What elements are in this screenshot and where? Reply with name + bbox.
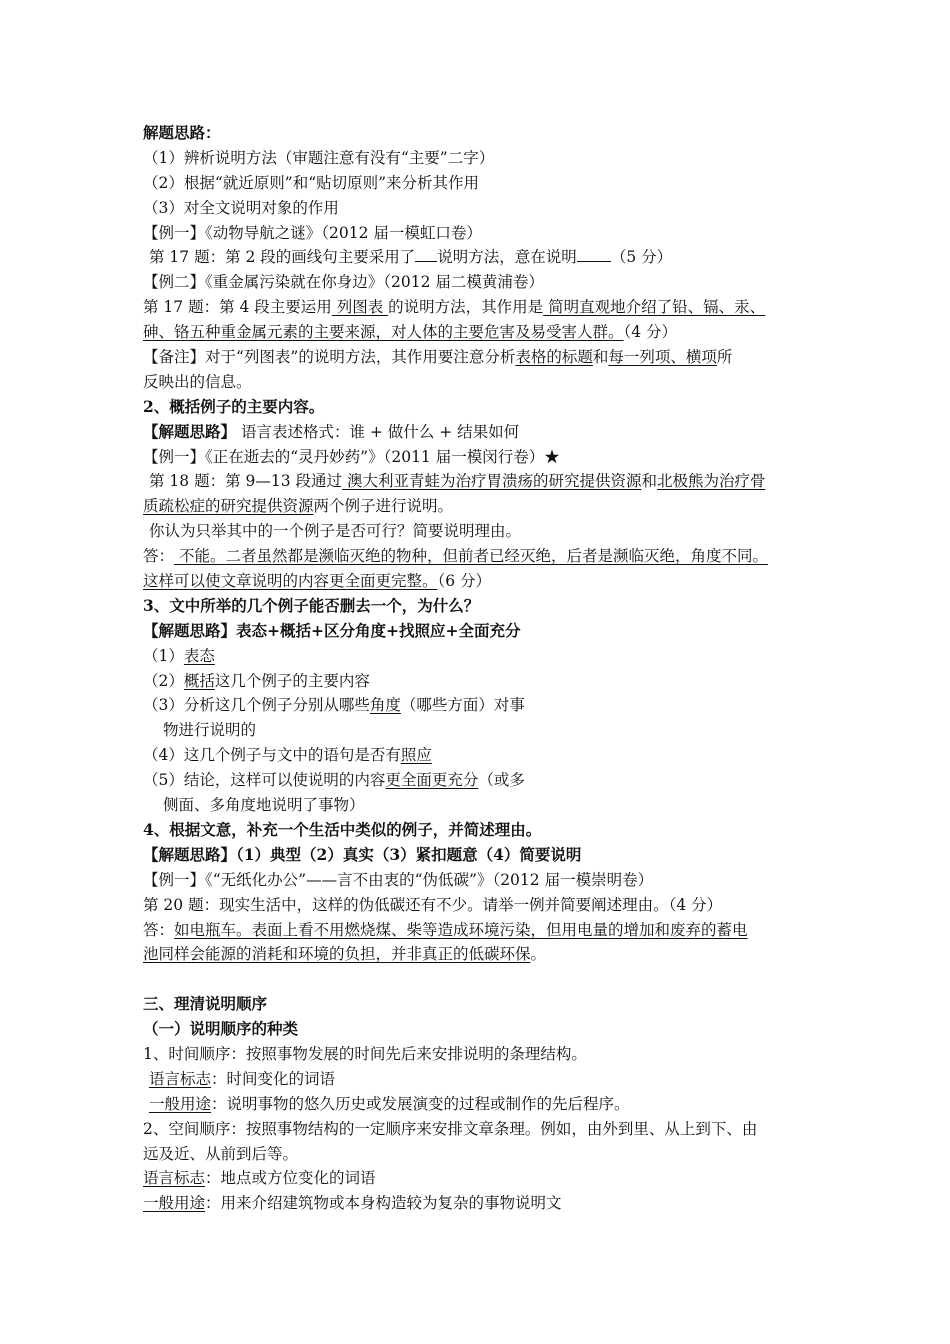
answer-line: 这样可以使文章说明的内容更全面更完整。（6 分）	[143, 572, 492, 591]
section-heading: 4、根据文意，补充一个生活中类似的例子，并简述理由。	[143, 819, 542, 839]
example-title: 【例一】《正在逝去的“灵丹妙药”》（2011 届一模闵行卷）★	[143, 447, 560, 466]
step-line: （2）概括这几个例子的主要内容	[143, 671, 370, 690]
note-line: 反映出的信息。	[143, 372, 252, 391]
document-page	[143, 121, 813, 1216]
step-line: 侧面、多角度地说明了事物）	[163, 796, 365, 815]
example-title: 【例一】《动物导航之谜》（2012 届一模虹口卷）	[143, 223, 482, 242]
step-line: （1）辨析说明方法（审题注意有没有“主要”二字）	[143, 148, 495, 167]
body-line: 一般用途：用来介绍建筑物或本身构造较为复杂的事物说明文	[143, 1194, 562, 1213]
question-line: 质疏松症的研究提供资源两个例子进行说明。	[143, 497, 454, 516]
body-line: 1、时间顺序：按照事物发展的时间先后来安排说明的条理结构。	[143, 1044, 587, 1063]
body-line: 2、空间顺序：按照事物结构的一定顺序来安排文章条理。例如，由外到里、从上到下、由	[143, 1119, 758, 1138]
step-line: （3）对全文说明对象的作用	[143, 198, 339, 217]
section-heading: 解题思路：	[143, 123, 221, 142]
question-line: 砷、铬五种重金属元素的主要来源，对人体的主要危害及易受害人群。（4 分）	[143, 323, 678, 342]
body-line: 语言标志：时间变化的词语	[149, 1069, 336, 1088]
body-line: 语言标志：地点或方位变化的词语	[143, 1169, 376, 1188]
body-line: 一般用途：说明事物的悠久历史或发展演变的过程或制作的先后程序。	[149, 1094, 630, 1113]
step-line: （1）表态	[143, 646, 215, 665]
section-heading: 三、理清说明顺序	[143, 994, 268, 1014]
body-line: 远及近、从前到后等。	[143, 1144, 299, 1163]
note-line: 【备注】对于“列图表”的说明方法，其作用要注意分析表格的标题和每一列项、横项所	[143, 348, 733, 367]
question-line: 第 18 题：第 9—13 段通过 澳大利亚青蛙为治疗胃溃疡的研究提供资源和北极熊为治疗骨	[149, 472, 766, 491]
answer-line: 答： 不能。二者虽然都是濒临灭绝的物种，但前者已经灭绝，后者是濒临灭绝，角度不同。	[143, 547, 768, 566]
step-line: （2）根据“就近原则”和“贴切原则”来分析其作用	[143, 173, 480, 192]
step-line: （3）分析这几个例子分别从哪些角度（哪些方面）对事	[143, 696, 525, 715]
thought-line: 【解题思路】表态+概括+区分角度+找照应+全面充分	[143, 620, 521, 640]
answer-line: 答：如电瓶车。表面上看不用燃烧煤、柴等造成环境污染，但用电量的增加和废弃的蓄电	[143, 920, 748, 939]
subsection-heading: （一）说明顺序的种类	[143, 1019, 299, 1039]
blank-line	[143, 967, 813, 992]
section-heading: 3、文中所举的几个例子能否删去一个，为什么？	[143, 595, 480, 615]
question-line: 你认为只举其中的一个例子是否可行？简要说明理由。	[149, 522, 522, 541]
section-heading: 2、概括例子的主要内容。	[143, 396, 325, 416]
answer-line: 池同样会能源的消耗和环境的负担，并非真正的低碳环保。	[143, 945, 547, 964]
step-line: 物进行说明的	[163, 721, 257, 740]
answer-blank	[577, 247, 611, 262]
example-title: 【例二】《重金属污染就在你身边》（2012 届二模黄浦卷）	[143, 273, 544, 292]
thought-line: 【解题思路】（1）典型（2）真实（3）紧扣题意（4）简要说明	[143, 844, 582, 864]
question-line: 第 17 题：第 2 段的画线句主要采用了 说明方法，意在说明 （5 分）	[149, 248, 673, 267]
question-line: 第 20 题：现实生活中，这样的伪低碳还有不少。请举一例并简要阐述理由。（4 分）	[143, 895, 723, 914]
example-title: 【例一】《“无纸化办公”——言不由衷的“伪低碳”》（2012 届一模崇明卷）	[143, 870, 654, 889]
question-line: 第 17 题：第 4 段主要运用 列图表 的说明方法，其作用是 简明直观地介绍了铅、镉、汞、	[143, 298, 766, 317]
step-line: （5）结论，这样可以使说明的内容更全面更充分（或多	[143, 771, 525, 790]
step-line: （4）这几个例子与文中的语句是否有照应	[143, 746, 432, 765]
answer-blank	[415, 247, 437, 262]
thought-line: 【解题思路】 语言表述格式：谁 + 做什么 + 结果如何	[143, 421, 520, 441]
